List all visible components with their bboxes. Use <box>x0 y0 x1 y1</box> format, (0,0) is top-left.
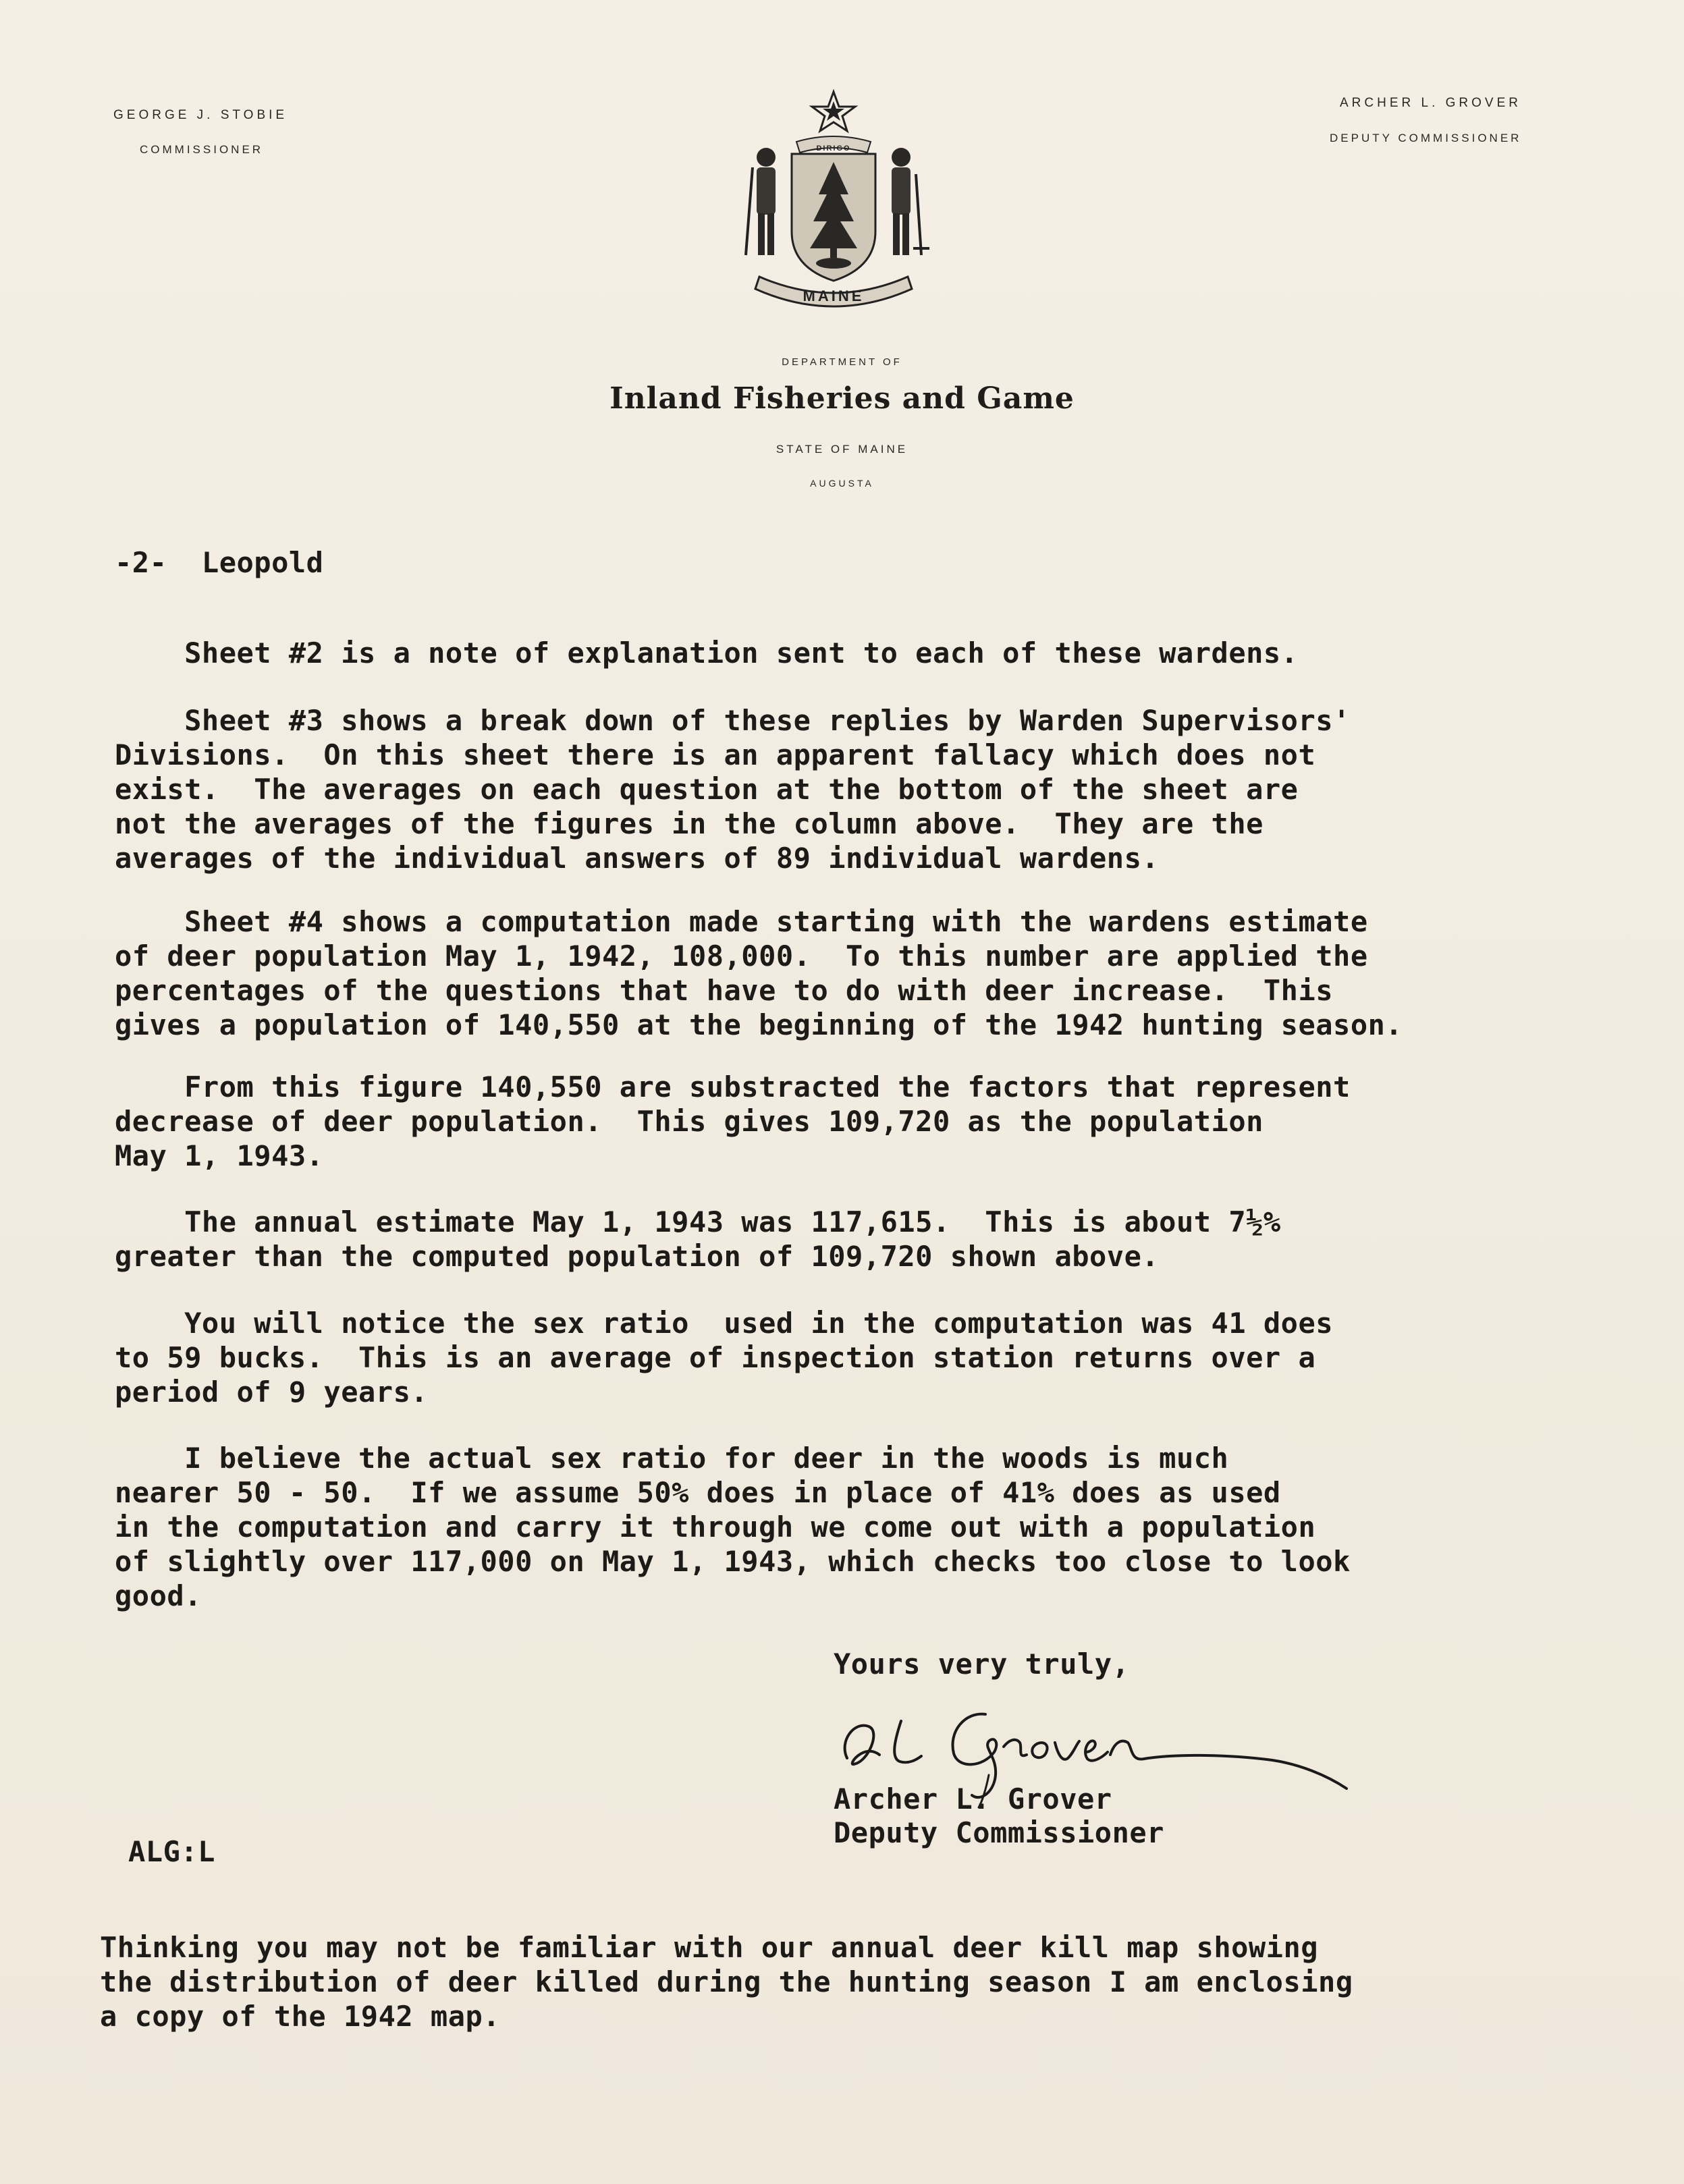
signer-title: Deputy Commissioner <box>834 1816 1164 1849</box>
page-header: -2- Leopold <box>115 546 324 579</box>
paragraph-line: decrease of deer population. This gives 109,720 as the population <box>115 1105 1264 1138</box>
paragraph-line: From this figure 140,550 are substracted the factors that represent <box>115 1070 1351 1103</box>
paragraph-line: Sheet #2 is a note of explanation sent to each of these wardens. <box>115 636 1299 670</box>
paragraph-line: The annual estimate May 1, 1943 was 117,615. This is about 7½% <box>115 1205 1281 1238</box>
department-of-label: DEPARTMENT OF <box>782 356 902 368</box>
paragraph-line: of deer population May 1, 1942, 108,000. To this number are applied the <box>115 939 1368 973</box>
paragraph-3 <box>115 904 1620 1042</box>
paragraph-line: Sheet #3 shows a break down of these replies by Warden Supervisors' <box>115 704 1351 737</box>
paragraph-7 <box>115 1441 1620 1613</box>
deputy-commissioner-title: DEPUTY COMMISSIONER <box>1330 132 1522 144</box>
paragraph-line: to 59 bucks. This is an average of inspection station returns over a <box>115 1341 1316 1374</box>
paragraph-line: good. <box>115 1579 202 1612</box>
deputy-commissioner-name: ARCHER L. GROVER <box>1340 96 1521 110</box>
paragraph-line: greater than the computed population of 109,720 shown above. <box>115 1240 1160 1273</box>
state-label: STATE OF MAINE <box>776 443 908 456</box>
paragraph-line: You will notice the sex ratio used in the computation was 41 does <box>115 1307 1334 1340</box>
paragraph-line: Divisions. On this sheet there is an apparent fallacy which does not <box>115 738 1316 771</box>
paragraph-line: not the averages of the figures in the column above. They are the <box>115 807 1264 840</box>
commissioner-title: COMMISSIONER <box>140 143 264 156</box>
postscript <box>100 1930 1605 2033</box>
paragraph-line: percentages of the questions that have to do with deer increase. This <box>115 974 1334 1007</box>
seal-motto: DIRIGO <box>816 144 851 153</box>
postscript-line: the distribution of deer killed during the hunting season I am enclosing <box>100 1965 1353 1998</box>
commissioner-name: GEORGE J. STOBIE <box>113 108 288 122</box>
paragraph-line: I believe the actual sex ratio for deer in the woods is much <box>115 1442 1229 1475</box>
closing-salutation: Yours very truly, <box>834 1647 1130 1681</box>
paragraph-1 <box>115 636 1620 670</box>
seal-maine-label: MAINE <box>803 288 865 304</box>
paragraph-line: gives a population of 140,550 at the beginning of the 1942 hunting season. <box>115 1008 1403 1041</box>
postscript-line: a copy of the 1942 map. <box>100 2000 501 2033</box>
city-label: AUGUSTA <box>810 478 874 489</box>
signer-name: Archer L. Grover <box>834 1782 1112 1816</box>
department-name: Inland Fisheries and Game <box>609 381 1075 416</box>
paragraph-line: exist. The averages on each question at the bottom of the sheet are <box>115 773 1299 806</box>
paragraph-line: of slightly over 117,000 on May 1, 1943, which checks too close to look <box>115 1545 1351 1578</box>
paragraph-6 <box>115 1306 1620 1409</box>
paragraph-line: period of 9 years. <box>115 1375 429 1409</box>
paragraph-2 <box>115 703 1620 875</box>
reference-initials: ALG:L <box>128 1835 215 1868</box>
paragraph-line: May 1, 1943. <box>115 1139 324 1172</box>
paragraph-4 <box>115 1070 1620 1173</box>
postscript-line: Thinking you may not be familiar with our annual deer kill map showing <box>100 1931 1319 1964</box>
paragraph-line: averages of the individual answers of 89 individual wardens. <box>115 842 1160 875</box>
paragraph-line: nearer 50 - 50. If we assume 50% does in place of 41% does as used <box>115 1476 1281 1509</box>
paragraph-line: Sheet #4 shows a computation made starting with the wardens estimate <box>115 905 1368 938</box>
maine-state-seal-icon <box>732 86 935 316</box>
paragraph-line: in the computation and carry it through we come out with a population <box>115 1510 1316 1544</box>
paragraph-5 <box>115 1205 1620 1274</box>
